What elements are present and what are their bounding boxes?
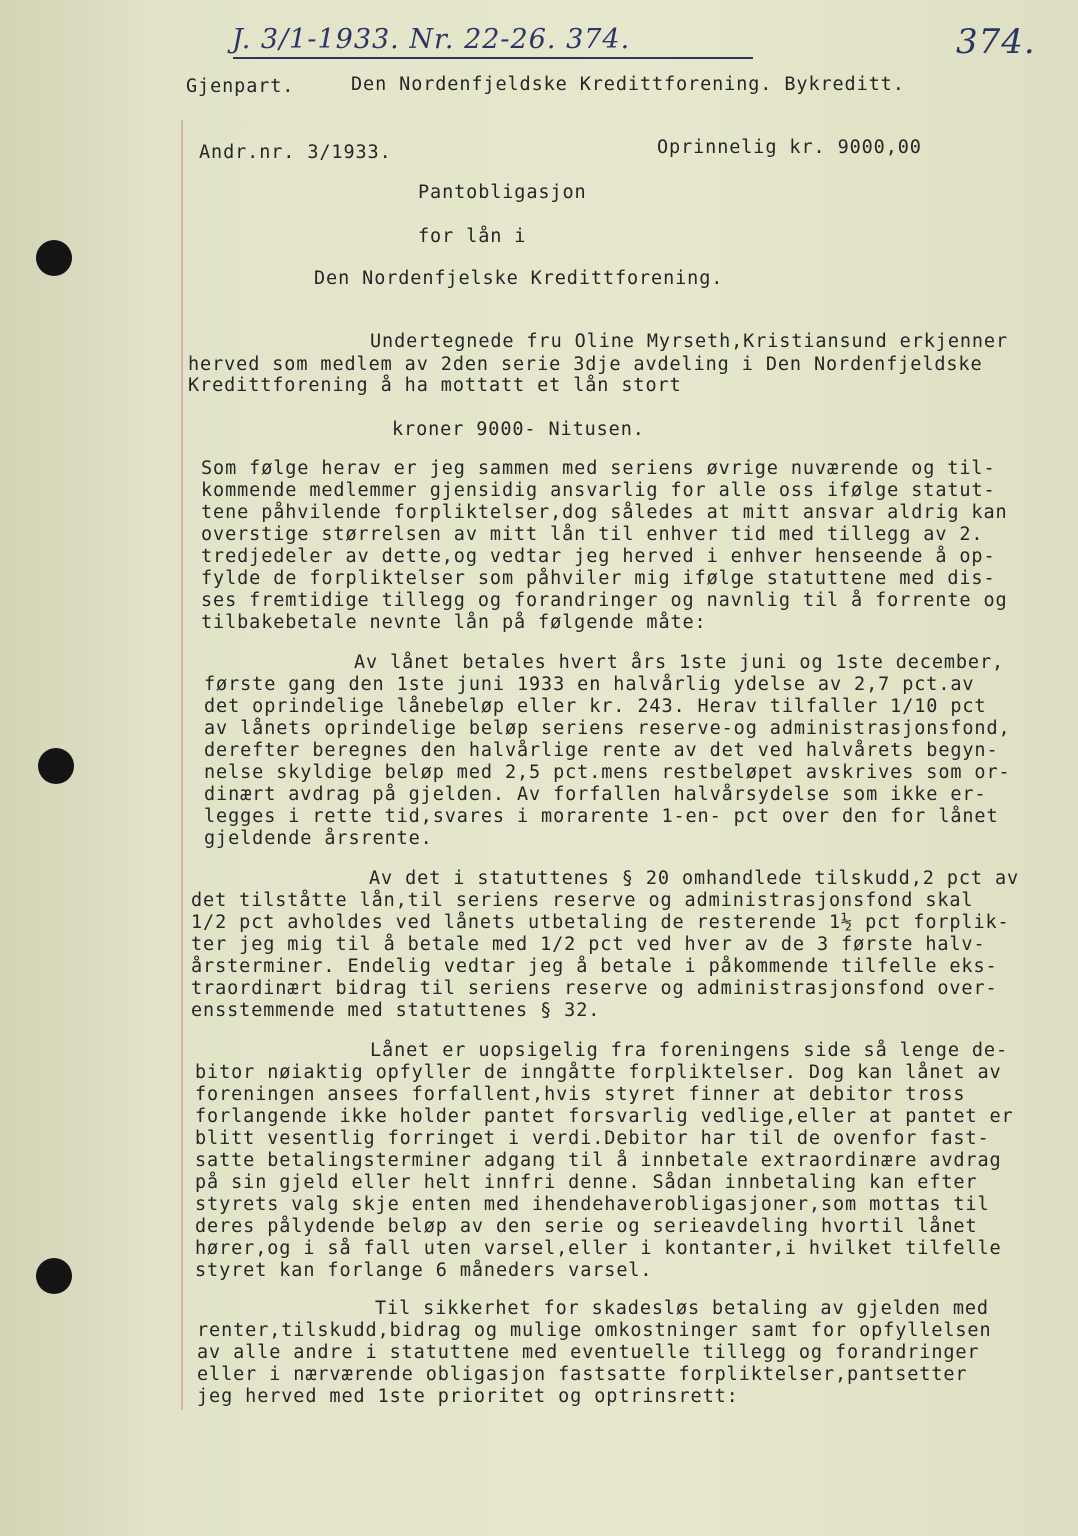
paragraph-line: eller i nærværende obligasjon fastsatte forpliktelser,pantsetter <box>197 1364 968 1385</box>
paragraph-line: fylde de forpliktelser som påhviler mig ifølge statuttene med dis- <box>201 568 996 589</box>
paragraph-line: tilbakebetale nevnte lån på følgende måte: <box>201 612 707 633</box>
original-amount: Oprinnelig kr. 9000,00 <box>657 137 922 158</box>
paragraph-line: Til sikkerhet for skadesløs betaling av gjelden med <box>375 1298 989 1319</box>
paragraph-line: ensstemmende med statuttenes § 32. <box>191 1000 601 1021</box>
paragraph-line: overstige størrelsen av mitt lån til enhver tid med tillegg av 2. <box>201 524 984 545</box>
paragraph-line: årsterminer. Endelig vedtar jeg å betale i påkommende tilfelle eks- <box>191 956 998 977</box>
paragraph-line: kommende medlemmer gjensidig ansvarlig for alle oss ifølge statut- <box>201 480 996 501</box>
paragraph-line: Lånet er uopsigelig fra foreningens side så lenge de- <box>370 1040 1009 1061</box>
paragraph-line: tene påhvilende forpliktelser,dog således at mitt ansvar aldrig kan <box>201 502 1008 523</box>
paragraph-line: Av det i statuttenes § 20 omhandlede tilskudd,2 pct av <box>369 868 1020 889</box>
punch-hole <box>36 240 72 276</box>
paragraph-line: ses fremtidige tillegg og forandringer og navnlig til å forrente og <box>201 590 1008 611</box>
paragraph-line: det oprindelige lånebeløp eller kr. 243. Herav tilfaller 1/10 pct <box>204 696 987 717</box>
paragraph-termination <box>195 1040 1014 1282</box>
paragraph-line: legges i rette tid,svares i morarente 1-en- pct over den for lånet <box>204 806 999 827</box>
paragraph-line: derefter beregnes den halvårlige rente av det ved halvårets begyn- <box>204 740 999 761</box>
intro-line-3: Kredittforening å ha mottatt et lån stort <box>188 375 682 396</box>
paragraph-line: første gang den 1ste juni 1933 en halvårlig ydelse av 2,7 pct.av <box>204 674 975 695</box>
document-title: Pantobligasjon <box>418 182 587 203</box>
paragraph-line: hører,og i så fall uten varsel,eller i kontanter,i hvilket tilfelle <box>195 1238 1002 1259</box>
paragraph-security <box>197 1298 992 1408</box>
paragraph-line: på sin gjeld eller helt innfri denne. Sådan innbetaling kan efter <box>195 1172 978 1193</box>
paragraph-line: ter jeg mig til å betale med 1/2 pct ved hver av de 3 første halv- <box>191 934 986 955</box>
paragraph-line: gjeldende årsrente. <box>204 828 433 849</box>
margin-line <box>181 120 183 1410</box>
paragraph-line: styret kan forlange 6 måneders varsel. <box>195 1260 653 1281</box>
intro-line-1: Undertegnede fru Oline Myrseth,Kristiansund erkjenner <box>370 331 1009 352</box>
paragraph-contribution <box>191 868 1019 1022</box>
paragraph-line: nelse skyldige beløp med 2,5 pct.mens restbeløpet avskrives som or- <box>204 762 1011 783</box>
paragraph-liability <box>201 458 1008 634</box>
handwritten-underline <box>233 57 753 59</box>
loan-amount: kroner 9000- Nitusen. <box>392 419 645 440</box>
andr-nr: Andr.nr. 3/1933. <box>199 142 392 163</box>
paragraph-line: deres pålydende beløp av den serie og serieavdeling hvortil lånet <box>195 1216 978 1237</box>
paragraph-line: blitt vesentlig forringet i verdi.Debitor har til de ovenfor fast- <box>195 1128 990 1149</box>
handwritten-page-number: 374. <box>956 22 1036 62</box>
paragraph-line: traordinært bidrag til seriens reserve og administrasjonsfond over- <box>191 978 998 999</box>
paragraph-line: satte betalingsterminer adgang til å innbetale extraordinære avdrag <box>195 1150 1002 1171</box>
paragraph-line: bitor nøiaktig opfyller de inngåtte forpliktelser. Dog kan lånet av <box>195 1062 1002 1083</box>
paragraph-line: foreningen ansees forfallent,hvis styret finner at debitor tross <box>195 1084 966 1105</box>
paragraph-payment <box>204 652 1011 850</box>
paragraph-line: det tilståtte lån,til seriens reserve og administrasjonsfond skal <box>191 890 974 911</box>
paragraph-line: forlangende ikke holder pantet forsvarlig vedlige,eller at pantet er <box>195 1106 1014 1127</box>
paragraph-line: av alle andre i statuttene med eventuelle tillegg og forandringer <box>197 1342 980 1363</box>
header-title: Den Nordenfjeldske Kredittforening. Bykreditt. <box>351 74 905 95</box>
intro-line-2: herved som medlem av 2den serie 3dje avdeling i Den Nordenfjeldske <box>188 354 983 375</box>
paragraph-line: jeg herved med 1ste prioritet og optrinsrett: <box>197 1386 739 1407</box>
paragraph-line: 1/2 pct avholdes ved lånets utbetaling de resterende 1½ pct forplik- <box>191 912 1010 933</box>
punch-hole <box>38 748 74 784</box>
header-gjenpart: Gjenpart. <box>186 76 295 97</box>
paragraph-line: renter,tilskudd,bidrag og mulige omkostninger samt for opfyllelsen <box>197 1320 992 1341</box>
paragraph-line: dinært avdrag på gjelden. Av forfallen halvårsydelse som ikke er- <box>204 784 987 805</box>
paragraph-line: Av lånet betales hvert års 1ste juni og 1ste december, <box>354 652 1005 673</box>
paragraph-line: tredjedeler av dette,og vedtar jeg herved i enhver henseende å op- <box>201 546 996 567</box>
paragraph-line: Som følge herav er jeg sammen med seriens øvrige nuværende og til- <box>201 458 996 479</box>
paragraph-line: av lånets oprindelige beløp seriens reserve-og administrasjonsfond, <box>204 718 1011 739</box>
lender-name: Den Nordenfjelske Kredittforening. <box>314 268 724 289</box>
punch-hole <box>36 1258 72 1294</box>
handwritten-reference: J. 3/1-1933. Nr. 22-26. 374. <box>232 24 631 55</box>
document-subtitle: for lån i <box>418 226 527 247</box>
paragraph-line: styrets valg skje enten med ihendehaverobligasjoner,som mottas til <box>195 1194 990 1215</box>
